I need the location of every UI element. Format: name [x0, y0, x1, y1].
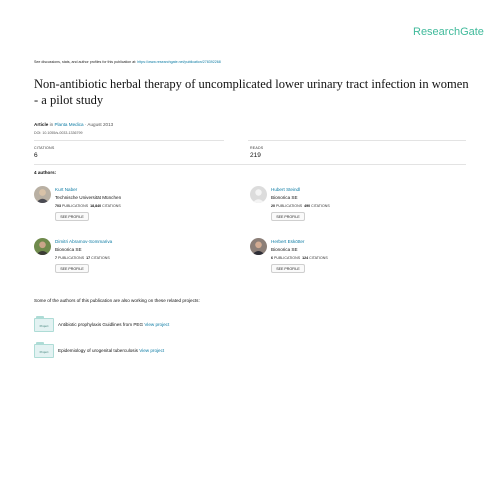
- publication-url-link[interactable]: https://www.researchgate.net/publication/278392268: [137, 60, 221, 64]
- see-profile-button[interactable]: SEE PROFILE: [271, 212, 305, 221]
- journal-link[interactable]: Planta Medica: [54, 122, 84, 127]
- citations-count: 6: [34, 152, 38, 159]
- publication-title: Non-antibiotic herbal therapy of uncomplicated lower urinary tract infection in women - a pilot study: [34, 77, 469, 107]
- project-name: Antibiotic prophylaxis Guidlines from PEG: [58, 322, 144, 327]
- author-publications-count: 703: [55, 204, 61, 208]
- article-type: Article: [34, 122, 49, 127]
- author-institution: Bionorica SE: [271, 195, 298, 200]
- author-citations-count: 17: [86, 256, 91, 260]
- author-publications-count: 7: [55, 256, 57, 260]
- stats-divider-left: [34, 140, 224, 141]
- project-icon: [34, 344, 54, 358]
- author-citations-count: 18,840: [90, 204, 102, 208]
- related-projects-heading: Some of the authors of this publication are also working on these related projects:: [34, 298, 200, 303]
- project-name: Epidemiology of urogenital tuberculosis: [58, 348, 138, 353]
- article-doi: DOI: 10.1055/s-0033-1336799: [34, 131, 83, 135]
- project-icon-label: Project: [39, 350, 49, 354]
- author-avatar[interactable]: [250, 238, 267, 255]
- article-date: · August 2013: [83, 122, 114, 127]
- project-icon-label: Project: [39, 324, 49, 328]
- see-profile-button[interactable]: SEE PROFILE: [55, 264, 89, 273]
- author-publications-count: 20: [271, 204, 275, 208]
- author-citations-label: CITATIONS: [309, 256, 328, 260]
- see-profile-button[interactable]: SEE PROFILE: [55, 212, 89, 221]
- author-publications-count: 6: [271, 256, 273, 260]
- author-name-link[interactable]: Herbert Eskötter: [271, 239, 305, 244]
- view-project-link[interactable]: View project: [144, 322, 170, 327]
- reads-count: 219: [250, 152, 261, 159]
- author-stats: [271, 256, 328, 260]
- citations-label: CITATIONS: [34, 146, 55, 150]
- author-publications-label: PUBLICATIONS: [276, 204, 303, 208]
- author-institution: Bionorica SE: [271, 247, 298, 252]
- authors-divider: [34, 164, 466, 165]
- author-stats: [55, 256, 110, 260]
- authors-heading: 4 authors:: [34, 170, 57, 175]
- author-institution: Technische Universität München: [55, 195, 122, 200]
- view-project-link[interactable]: View project: [139, 348, 165, 353]
- author-publications-label: PUBLICATIONS: [274, 256, 301, 260]
- author-avatar[interactable]: [34, 186, 51, 203]
- author-name-link[interactable]: Kurt Naber: [55, 187, 78, 192]
- reads-label: READS: [250, 146, 264, 150]
- author-citations-count: 124: [302, 256, 309, 260]
- author-citations-label: CITATIONS: [102, 204, 121, 208]
- see-profile-button[interactable]: SEE PROFILE: [271, 264, 305, 273]
- author-name-link[interactable]: Hubert Steindl: [271, 187, 301, 192]
- article-meta: [34, 122, 113, 127]
- author-stats: [271, 204, 330, 208]
- article-in-label: in: [49, 122, 54, 127]
- stats-divider-right: [248, 140, 466, 141]
- researchgate-logo[interactable]: ResearchGate: [413, 26, 484, 38]
- author-institution: Bionorica SE: [55, 247, 82, 252]
- author-name-link[interactable]: Dimitri Abramov-Sommariva: [55, 239, 113, 244]
- author-publications-label: PUBLICATIONS: [62, 204, 89, 208]
- discussion-notice: [34, 60, 221, 64]
- author-publications-label: PUBLICATIONS: [58, 256, 85, 260]
- author-citations-count: 490: [304, 204, 311, 208]
- discussion-notice-text: See discussions, stats, and author profiles for this publication at:: [34, 60, 138, 64]
- author-citations-label: CITATIONS: [311, 204, 330, 208]
- author-citations-label: CITATIONS: [91, 256, 110, 260]
- author-avatar[interactable]: [34, 238, 51, 255]
- author-stats: [55, 204, 121, 208]
- project-icon: [34, 318, 54, 332]
- author-avatar-placeholder-icon[interactable]: [250, 186, 267, 203]
